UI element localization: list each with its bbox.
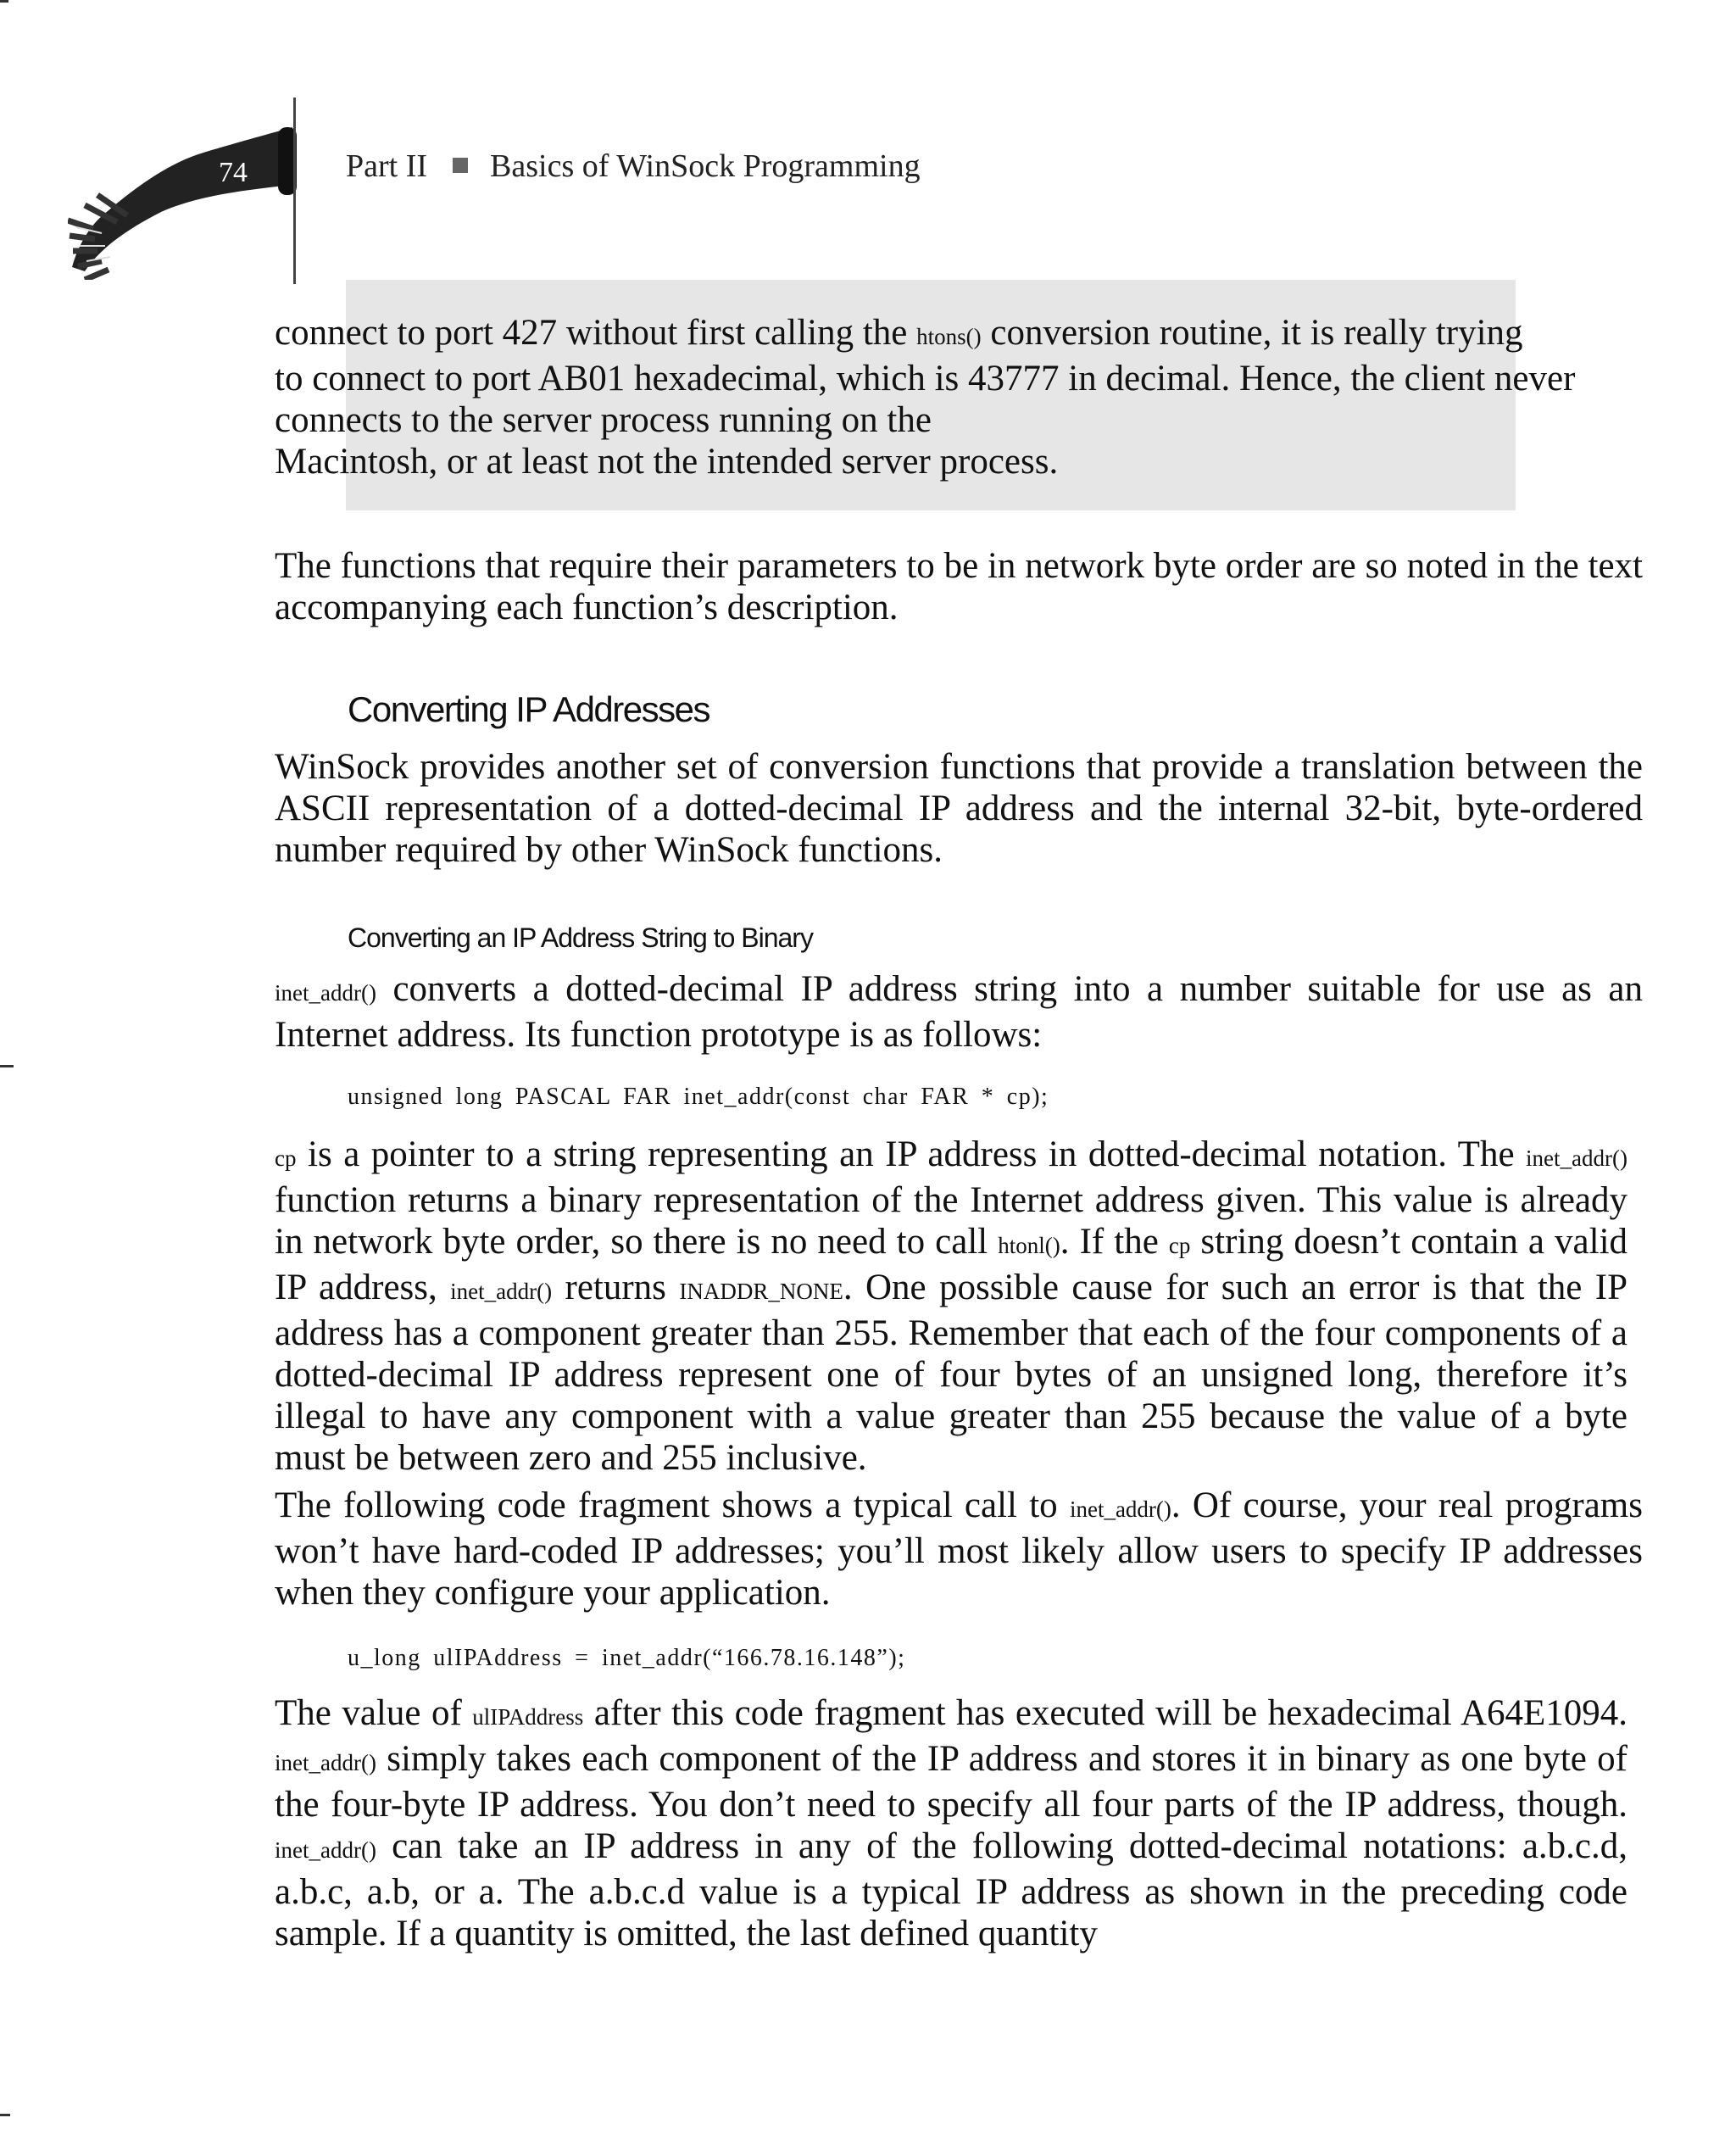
square-bullet-icon	[453, 158, 468, 173]
inline-code: ulIPAddress	[472, 1704, 584, 1730]
inline-code: inet_addr()	[1526, 1145, 1628, 1171]
note-line: connects to the server process running on the	[275, 400, 932, 440]
note-line: Macintosh, or at least not the intended server process.	[275, 442, 1059, 482]
text-run: The value of	[275, 1693, 462, 1733]
section-heading: Converting IP Addresses	[348, 689, 709, 729]
running-header	[346, 148, 921, 185]
inline-code: htons()	[916, 324, 982, 349]
inline-code: INADDR_NONE	[679, 1279, 843, 1304]
code-sample: unsigned long PASCAL FAR inet_addr(const char FAR * cp);	[348, 1084, 1049, 1110]
code-sample: u_long ulIPAddress = inet_addr(“166.78.16.148”);	[348, 1645, 906, 1671]
inline-code: inet_addr()	[275, 1837, 376, 1863]
subsection-heading: Converting an IP Address String to Binary	[348, 922, 813, 953]
text-run: function returns a binary representation of the Internet address given. This value is already in network byte order, so there is no need to call	[275, 1180, 1628, 1262]
chapter-title: Basics of WinSock Programming	[490, 148, 921, 184]
edge-mark	[0, 0, 8, 3]
inline-code: inet_addr()	[275, 1750, 376, 1775]
text-run: . One possible cause for such an error is that the IP address has a component greater than 255. Remember that each of the four components of a dotted-decimal IP address represent one of four bytes of an unsigned long, therefore it’s illegal to have any component with a value greater than 255 because the value of a byte must be between zero and 255 inclusive.	[275, 1268, 1628, 1478]
text-run: connect to port 427 without first calling the	[275, 313, 908, 353]
page-tab-graphic	[68, 127, 322, 280]
paragraph-text: The functions that require their parameters to be in network byte order are so noted in the text accompanying each function’s description.	[275, 546, 1643, 627]
part-label: Part II	[346, 148, 428, 184]
note-text	[275, 312, 1643, 482]
edge-mark	[0, 2114, 10, 2116]
text-run: . Of course, your real programs won’t have hard-coded IP addresses; you’ll most likely allow users to specify IP addresses when they configure your application.	[275, 1485, 1643, 1613]
text-run: is a pointer to a string representing an IP address in dotted-decimal notation. The	[308, 1134, 1515, 1174]
text-run: . If the	[1060, 1222, 1159, 1262]
paragraph	[275, 1692, 1628, 1954]
paragraph	[275, 968, 1643, 1056]
inline-code: htonl()	[998, 1233, 1060, 1258]
inline-code: inet_addr()	[275, 980, 376, 1006]
inline-code: cp	[275, 1145, 297, 1171]
paragraph	[275, 545, 1643, 628]
inline-code: inet_addr()	[1069, 1496, 1171, 1522]
text-run: conversion routine, it is really trying	[990, 313, 1523, 353]
page-number: 74	[219, 157, 248, 188]
text-run: after this code fragment has executed will be hexadecimal A64E1094.	[593, 1693, 1628, 1733]
paragraph-text: WinSock provides another set of conversion functions that provide a translation between the ASCII representation of a dotted-decimal IP address and the internal 32-bit, byte-ordered number required by other WinSock functions.	[275, 747, 1643, 870]
text-run: The following code fragment shows a typical call to	[275, 1485, 1058, 1525]
header-rule	[293, 98, 296, 284]
text-run: returns	[565, 1268, 666, 1307]
text-run: simply takes each component of the IP address and stores it in binary as one byte of the four-byte IP address. You don’t need to specify all four parts of the IP address, though.	[275, 1739, 1628, 1825]
paragraph	[275, 1134, 1628, 1479]
text-run: string doesn’t contain a valid IP address,	[275, 1222, 1628, 1307]
edge-mark	[0, 1065, 14, 1067]
text-run: can take an IP address in any of the following dotted-decimal notations: a.b.c.d, a.b.c, a.b, or a. The a.b.c.d value is a typical IP address as shown in the preceding code sample. If a quantity is omitted, the last defined quantity	[275, 1826, 1628, 1953]
text-run: converts a dotted-decimal IP address string into a number suitable for use as an Internet address. Its function prototype is as follows:	[275, 969, 1643, 1055]
note-line	[275, 312, 1643, 358]
paragraph	[275, 1485, 1643, 1613]
inline-code: cp	[1168, 1233, 1191, 1258]
note-line: to connect to port AB01 hexadecimal, which is 43777 in decimal. Hence, the client never	[275, 359, 1576, 398]
paragraph	[275, 746, 1643, 871]
inline-code: inet_addr()	[450, 1279, 553, 1304]
